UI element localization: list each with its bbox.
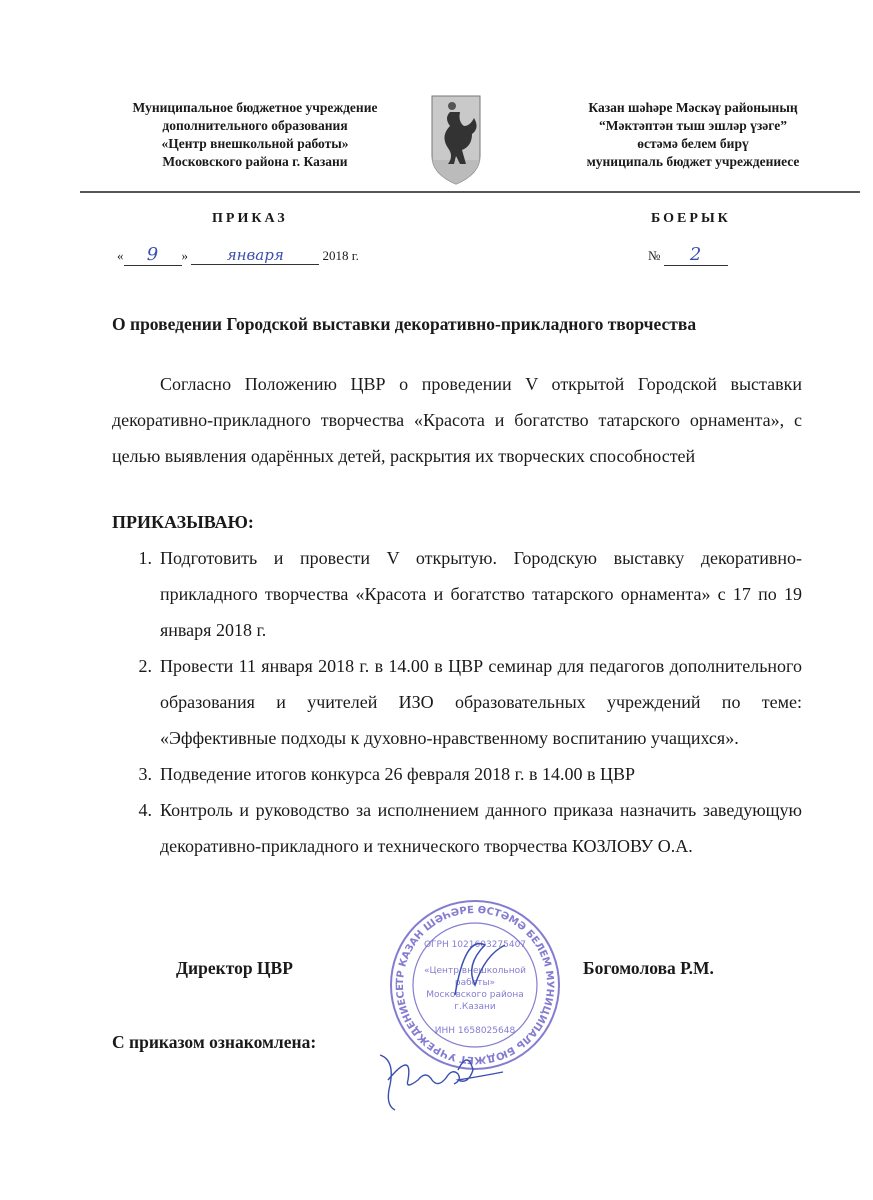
preamble: Согласно Положению ЦВР о проведении V открытой Городской выставки декоративно-прикладного творчества «Красота и богатство татарского орнамента», с целью выявления одарённых детей, раскрытия их творческих способностей xyxy=(112,374,802,466)
signer-name: Богомолова Р.М. xyxy=(583,958,714,978)
stamp-outer-text: ТР КАЗАН ШӘҺӘРЕ ӨСТӘМӘ БЕЛЕМ МУНИЦИПАЛЬ БЮДЖЕТ УЧРЕЖДЕНИЕСЕ xyxy=(394,904,556,1066)
org-line: дополнительного образования xyxy=(162,118,348,133)
list-item xyxy=(112,648,802,756)
org-line: «Центр внешкольной работы» xyxy=(161,136,349,151)
item-number: 4. xyxy=(138,800,152,820)
org-name-ru xyxy=(110,99,400,171)
item-text: Провести 11 января 2018 г. в 14.00 в ЦВР семинар для педагогов дополнительного образования и учителей ИЗО образовательных учреждений по теме: «Эффективные подходы к духовно-нравственному воспитанию учащихся». xyxy=(160,656,802,748)
number-value: 2 xyxy=(664,244,728,266)
header-divider xyxy=(80,191,860,193)
item-text: Подготовить и провести V открытую. Городскую выставку декоративно-прикладного творчества «Красота и богатство татарского орнамента» с 17 по 19 января 2018 г. xyxy=(160,548,802,640)
order-number xyxy=(648,244,728,266)
list-item xyxy=(112,540,802,648)
stamp-inn: ИНН 1658025648 xyxy=(434,1026,516,1036)
item-text: Контроль и руководство за исполнением данного приказа назначить заведующую декоративно-прикладного и технического творчества КОЗЛОВУ О.А. xyxy=(160,800,802,856)
org-name-tt xyxy=(548,99,838,171)
list-item xyxy=(112,756,802,792)
item-text: Подведение итогов конкурса 26 февраля 2018 г. в 14.00 в ЦВР xyxy=(160,764,635,784)
date-year: 2018 г. xyxy=(322,248,359,263)
order-subject: О проведении Городской выставки декоративно-прикладного творчества xyxy=(112,314,697,334)
stamp-center-line: г.Казани xyxy=(454,1002,496,1012)
order-word: ПРИКАЗЫВАЮ: xyxy=(112,512,254,532)
stamp-center-line: работы» xyxy=(454,978,496,988)
org-line: “Мәктәптән тыш эшләр үзәге” xyxy=(599,118,787,133)
acknowledgement-signature xyxy=(370,1040,520,1115)
item-number: 2. xyxy=(138,656,152,676)
stamp-center-line: Московского района xyxy=(426,990,524,1000)
item-number: 1. xyxy=(138,548,152,568)
org-line: муниципаль бюджет учреждениесе xyxy=(586,154,800,169)
kazan-coat-of-arms-emblem xyxy=(430,94,482,186)
stamp-ogrn: ОГРН 1021603275407 xyxy=(423,940,527,950)
date-month: января xyxy=(191,246,319,265)
acknowledged-label: С приказом ознакомлена: xyxy=(112,1032,317,1052)
org-line: Московского района г. Казани xyxy=(162,154,348,169)
order-title-ru: ПРИКАЗ xyxy=(212,211,288,226)
item-number: 3. xyxy=(138,764,152,784)
list-item xyxy=(112,792,802,864)
order-date: « 9 » января 2018 г. xyxy=(117,244,359,265)
org-line: Муниципальное бюджетное учреждение xyxy=(132,100,378,115)
order-title-tt: БОЕРЫК xyxy=(651,211,731,226)
number-label: № xyxy=(648,248,661,263)
date-day: 9 xyxy=(124,244,182,266)
signer-position: Директор ЦВР xyxy=(176,958,293,978)
stamp-center-line: «Центр внешкольной xyxy=(424,966,526,976)
order-items xyxy=(112,540,802,864)
org-line: өстәмә белем бирү xyxy=(637,136,749,151)
org-line: Казан шәһәре Мәскәү районының xyxy=(588,100,798,115)
